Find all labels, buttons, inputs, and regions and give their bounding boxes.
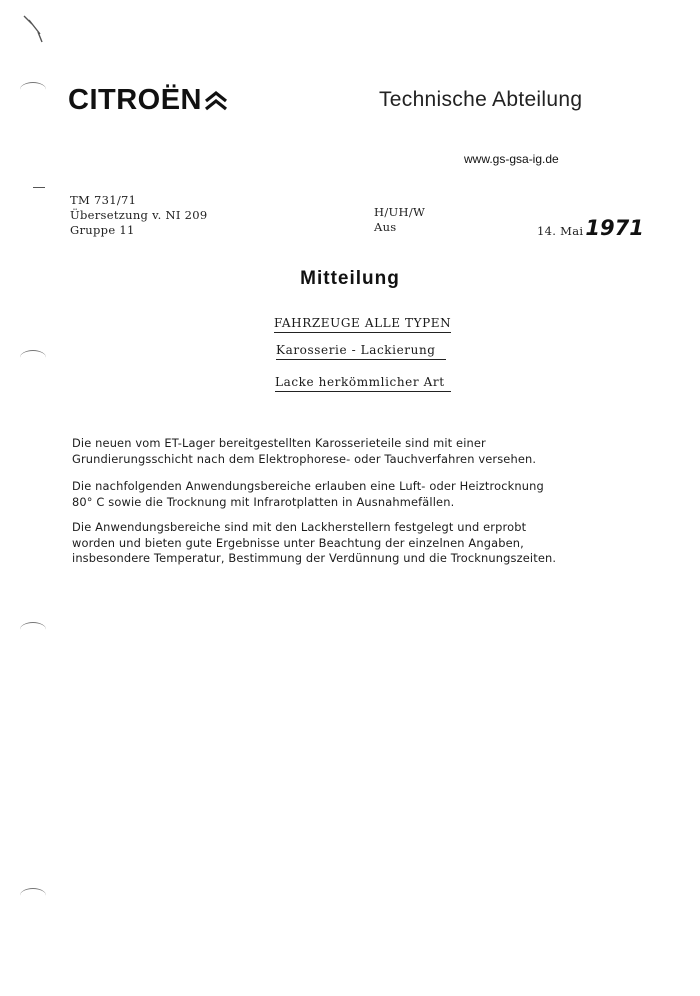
tm-number: TM 731/71 <box>70 193 137 207</box>
binder-hole-mark <box>20 622 46 637</box>
pencil-mark-icon <box>20 14 46 44</box>
group-number: Gruppe 11 <box>70 223 135 237</box>
subheading-body-paint: Karosserie - Lackierung <box>276 343 446 360</box>
fold-mark <box>33 187 45 188</box>
paragraph-2 <box>72 479 672 510</box>
department-name: Technische Abteilung <box>379 88 583 111</box>
brand-wordmark: CITROËN <box>68 83 202 116</box>
binder-hole-mark <box>20 888 46 903</box>
author-code-note: Aus <box>374 220 397 234</box>
citroen-logo <box>68 82 229 118</box>
date-day-month: 14. Mai <box>537 224 584 238</box>
paragraph-line: Grundierungsschicht nach dem Elektrophorese- oder Tauchverfahren versehen. <box>72 451 537 466</box>
subheading-paint-type: Lacke herkömmlicher Art <box>275 375 451 392</box>
author-code: H/UH/W <box>374 205 426 219</box>
paragraph-line: worden und bieten gute Ergebnisse unter Beachtung der einzelnen Angaben, <box>72 535 524 550</box>
author-code-block <box>374 205 425 235</box>
page-title: Mitteilung <box>300 268 400 289</box>
binder-hole-mark <box>20 82 46 97</box>
reference-block <box>70 193 208 238</box>
paragraph-line: Die nachfolgenden Anwendungsbereiche erlauben eine Luft- oder Heiztrocknung <box>72 479 544 493</box>
double-chevron-icon <box>203 89 229 111</box>
paragraph-1 <box>72 436 672 467</box>
paragraph-line: Die Anwendungsbereiche sind mit den Lackherstellern festgelegt und erprobt <box>72 520 527 534</box>
binder-hole-mark <box>20 350 46 365</box>
document-date <box>537 216 644 240</box>
website-url: www.gs-gsa-ig.de <box>464 152 559 166</box>
paragraph-line: Die neuen vom ET-Lager bereitgestellten Karosserieteile sind mit einer <box>72 436 486 450</box>
date-year-handwritten: 1971 <box>585 216 644 240</box>
paragraph-line: 80° C sowie die Trocknung mit Infrarotplatten in Ausnahmefällen. <box>72 494 455 509</box>
subheading-vehicles: FAHRZEUGE ALLE TYPEN <box>274 316 451 333</box>
paragraph-line: insbesondere Temperatur, Bestimmung der Verdünnung und die Trocknungszeiten. <box>72 551 557 565</box>
paragraph-3 <box>72 520 672 567</box>
translation-reference: Übersetzung v. NI 209 <box>70 208 208 222</box>
